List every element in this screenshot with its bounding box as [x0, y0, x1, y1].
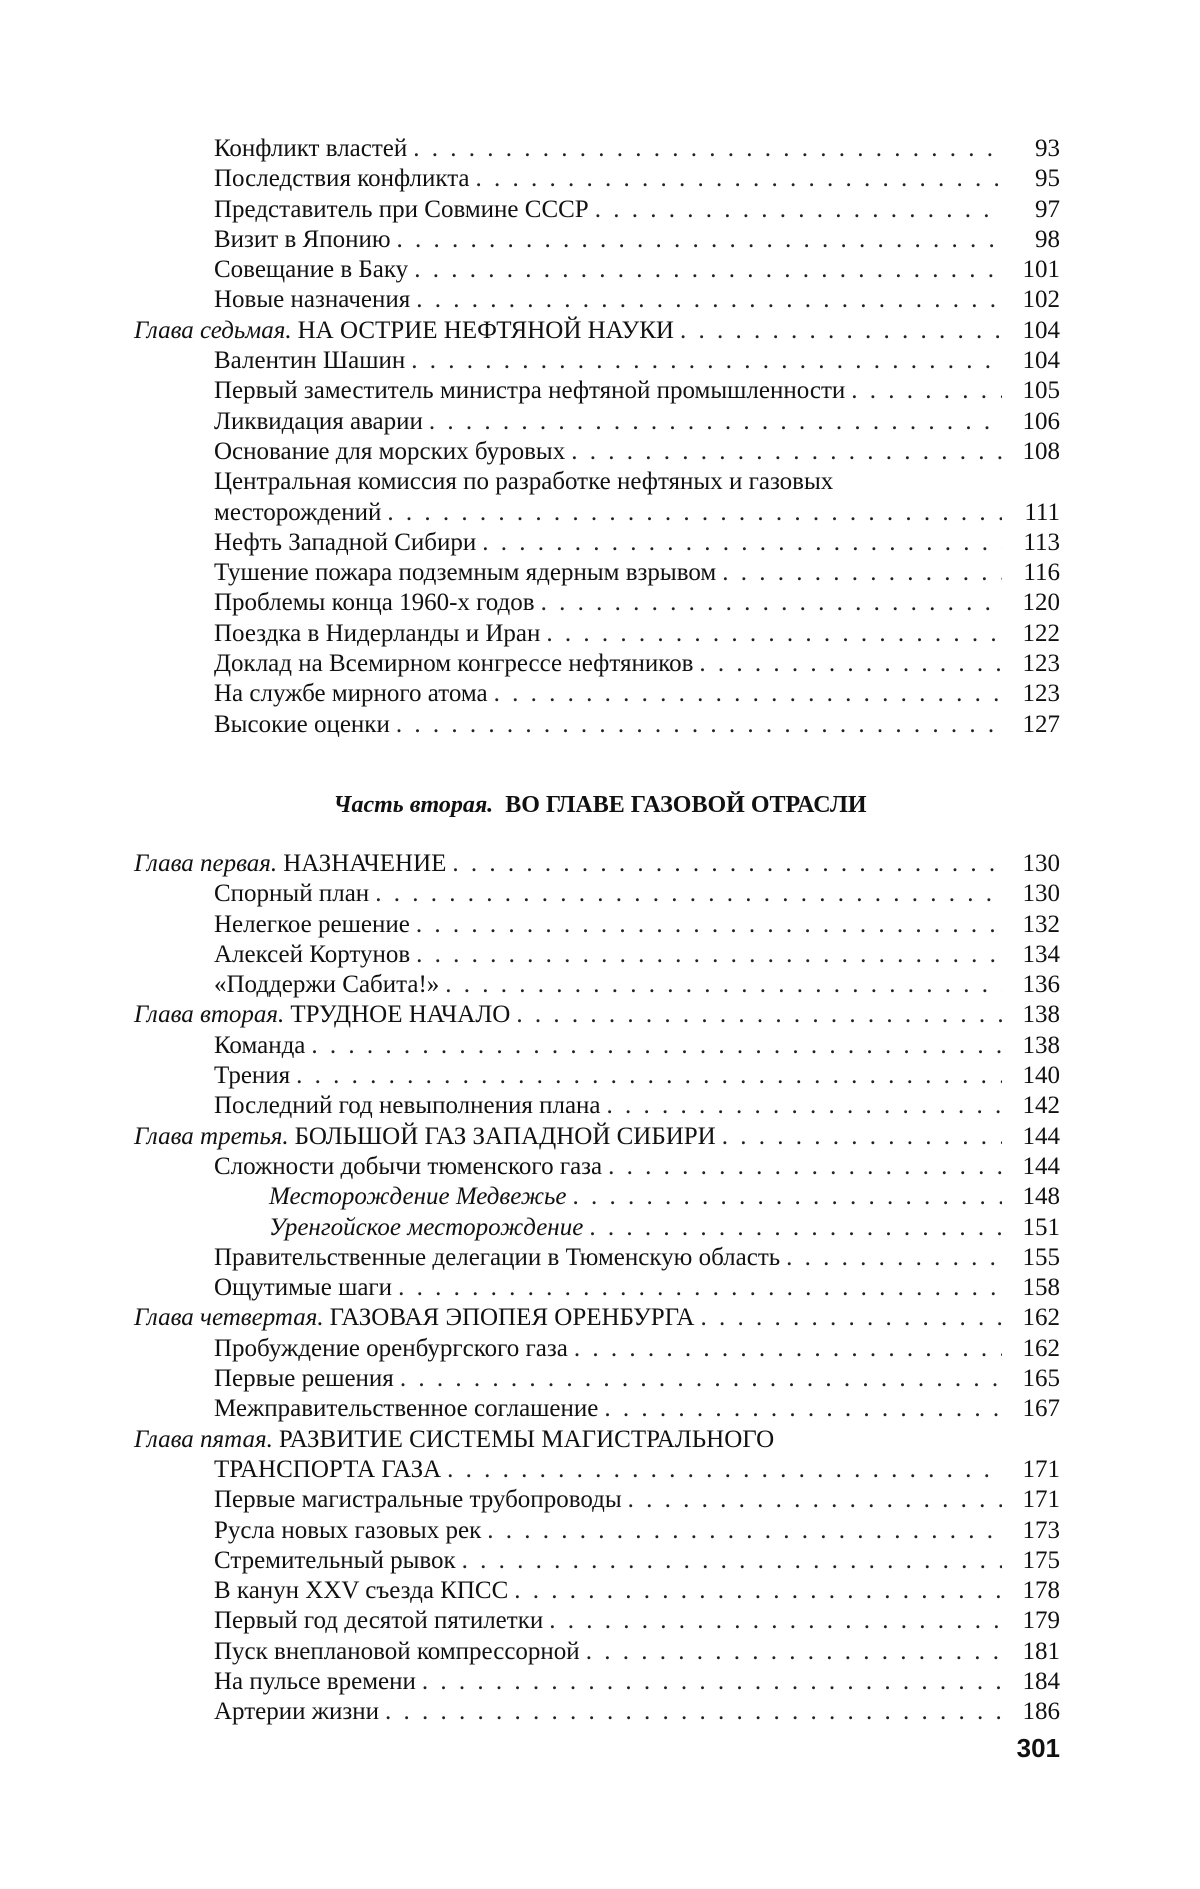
toc-entry-title: Представитель при Совмине СССР — [214, 196, 589, 223]
dot-leader — [447, 1455, 1002, 1485]
chapter-prefix: Глава первая. — [134, 850, 277, 877]
toc-entry — [134, 1152, 1060, 1182]
toc-entry-page: 155 — [1010, 1243, 1060, 1273]
toc-entry-page: 105 — [1010, 376, 1060, 406]
toc-entry-title: ТРАНСПОРТА ГАЗА — [214, 1456, 441, 1483]
toc-entry-title: Пробуждение оренбургского газа — [214, 1335, 568, 1362]
dot-leader — [786, 1243, 1002, 1273]
toc-entry — [134, 1697, 1060, 1727]
toc-entry — [134, 1031, 1060, 1061]
toc-entry-label — [214, 1061, 290, 1091]
toc-entry-title: Последний год невыполнения плана — [214, 1092, 601, 1119]
dot-leader — [476, 164, 1002, 194]
chapter-prefix: Глава четвертая. — [134, 1304, 324, 1331]
toc-entry-page: 132 — [1010, 910, 1060, 940]
toc-entry-title: Основание для морских буровых — [214, 438, 565, 465]
toc-entry-page: 104 — [1010, 316, 1060, 346]
dot-leader — [604, 1394, 1002, 1424]
toc-entry-label — [214, 1394, 598, 1424]
toc-entry — [134, 710, 1060, 740]
dot-leader — [422, 1667, 1002, 1697]
toc-entry-title: НАЗНАЧЕНИЕ — [283, 850, 446, 877]
dot-leader — [700, 1303, 1002, 1333]
toc-entry-title: Русла новых газовых рек — [214, 1517, 481, 1544]
toc-entry-label — [214, 1576, 508, 1606]
toc-chapter-entry — [134, 316, 1060, 346]
chapter-prefix: Глава пятая. — [134, 1426, 273, 1453]
dot-leader — [680, 316, 1002, 346]
toc-entry — [134, 346, 1060, 376]
toc-entry-label — [214, 285, 410, 315]
toc-entry-title: Новые назначения — [214, 286, 410, 313]
toc-entry — [134, 134, 1060, 164]
toc-entry-title: Спорный план — [214, 880, 369, 907]
dot-leader — [411, 346, 1002, 376]
toc-entry-title: Уренгойское месторождение — [269, 1214, 583, 1241]
dot-leader — [549, 1606, 1002, 1636]
toc-entry-title: Центральная комиссия по разработке нефтяных и газовых — [214, 468, 833, 495]
toc-entry — [134, 1061, 1060, 1091]
toc-entry-title: Конфликт властей — [214, 135, 407, 162]
toc-entry-page: 171 — [1010, 1455, 1060, 1485]
toc-entry-page: 106 — [1010, 407, 1060, 437]
toc-entry — [134, 437, 1060, 467]
toc-chapter-entry — [134, 1122, 1060, 1152]
dot-leader — [699, 649, 1002, 679]
toc-entry-page: 93 — [1010, 134, 1060, 164]
toc-entry-title: Ликвидация аварии — [214, 408, 423, 435]
toc-entry — [134, 970, 1060, 1000]
toc-entry-label — [214, 588, 535, 618]
toc-entry-title: Поездка в Нидерланды и Иран — [214, 620, 540, 647]
toc-entry-title: ГАЗОВАЯ ЭПОПЕЯ ОРЕНБУРГА — [330, 1304, 695, 1331]
page-number: 301 — [980, 1733, 1060, 1764]
toc-entry-page: 148 — [1010, 1182, 1060, 1212]
dot-leader — [385, 1697, 1002, 1727]
toc-entry-label — [214, 1637, 580, 1667]
part-heading — [0, 790, 1200, 820]
dot-leader — [462, 1546, 1002, 1576]
toc-entry-page: 144 — [1010, 1152, 1060, 1182]
dot-leader — [571, 437, 1002, 467]
toc-entry-label — [214, 710, 390, 740]
dot-leader — [608, 1152, 1002, 1182]
toc-entry-label — [214, 679, 488, 709]
toc-entry-title: Пуск внеплановой компрессорной — [214, 1638, 580, 1665]
toc-entry-label — [269, 1213, 583, 1243]
dot-leader — [413, 134, 1002, 164]
dot-leader — [722, 558, 1002, 588]
toc-entry — [134, 1182, 1060, 1212]
toc-entry-label — [214, 1546, 456, 1576]
toc-entry — [134, 1213, 1060, 1243]
toc-entry-title: Артерии жизни — [214, 1698, 379, 1725]
toc-chapter-entry — [134, 1425, 1060, 1455]
toc-entry — [134, 376, 1060, 406]
dot-leader — [445, 970, 1002, 1000]
toc-entry-label — [214, 134, 407, 164]
toc-entry-page: 158 — [1010, 1273, 1060, 1303]
toc-entry-page: 173 — [1010, 1516, 1060, 1546]
dot-leader — [429, 407, 1002, 437]
toc-entry — [134, 1546, 1060, 1576]
toc-entry-title: Месторождение Медвежье — [269, 1183, 566, 1210]
toc-entry-title: месторождений — [214, 499, 381, 526]
toc-entry-title: Последствия конфликта — [214, 165, 470, 192]
dot-leader — [494, 679, 1002, 709]
dot-leader — [595, 195, 1002, 225]
toc-entry-label — [214, 1606, 543, 1636]
toc-entry-label — [214, 1455, 441, 1485]
toc-entry-title: ТРУДНОЕ НАЧАЛО — [290, 1001, 510, 1028]
dot-leader — [311, 1031, 1002, 1061]
toc-entry — [134, 679, 1060, 709]
toc-entry-title: Алексей Кортунов — [214, 941, 410, 968]
dot-leader — [586, 1637, 1002, 1667]
dot-leader — [416, 285, 1002, 315]
toc-entry-label — [214, 940, 410, 970]
toc-entry-label — [214, 1152, 602, 1182]
dot-leader — [416, 910, 1002, 940]
toc-entry-title: На пульсе времени — [214, 1668, 416, 1695]
toc-entry-page: 151 — [1010, 1213, 1060, 1243]
toc-entry-page: 120 — [1010, 588, 1060, 618]
dot-leader — [628, 1485, 1002, 1515]
toc-entry-label — [214, 225, 391, 255]
toc-entry — [134, 558, 1060, 588]
toc-entry-title: Первые магистральные трубопроводы — [214, 1486, 622, 1513]
toc-entry — [134, 225, 1060, 255]
toc-entry-label — [214, 528, 476, 558]
toc-entry-label — [214, 1334, 568, 1364]
dot-leader — [516, 1000, 1002, 1030]
dot-leader — [452, 849, 1002, 879]
toc-entry — [134, 285, 1060, 315]
dot-leader — [487, 1516, 1002, 1546]
toc-entry — [134, 1606, 1060, 1636]
toc-entry-title: Межправительственное соглашение — [214, 1395, 598, 1422]
toc-entry — [134, 1485, 1060, 1515]
toc-entry — [134, 1667, 1060, 1697]
dot-leader — [546, 619, 1002, 649]
toc-entry-page: 127 — [1010, 710, 1060, 740]
toc-entry-label — [214, 649, 693, 679]
toc-entry-page: 113 — [1010, 528, 1060, 558]
toc-entry-title: В канун XXV съезда КПСС — [214, 1577, 508, 1604]
toc-entry-title: РАЗВИТИЕ СИСТЕМЫ МАГИСТРАЛЬНОГО — [279, 1426, 774, 1453]
toc-entry — [134, 649, 1060, 679]
toc-entry-label — [214, 1031, 305, 1061]
toc-entry-title: Визит в Японию — [214, 226, 391, 253]
toc-entry-label — [214, 879, 369, 909]
toc-entry — [134, 1091, 1060, 1121]
toc-chapter-entry — [134, 849, 1060, 879]
toc-entry-label — [269, 1182, 566, 1212]
toc-entry-title: Нелегкое решение — [214, 911, 410, 938]
toc-entry — [134, 1273, 1060, 1303]
dot-leader — [416, 940, 1002, 970]
toc-entry-page: 95 — [1010, 164, 1060, 194]
dot-leader — [398, 1273, 1002, 1303]
toc-entry-title: Стремительный рывок — [214, 1547, 456, 1574]
toc-entry-title: Доклад на Всемирном конгрессе нефтяников — [214, 650, 693, 677]
toc-entry-page: 179 — [1010, 1606, 1060, 1636]
toc-entry-page: 104 — [1010, 346, 1060, 376]
toc-entry-label — [134, 1000, 510, 1030]
toc-entry-label — [214, 164, 470, 194]
toc-entry-page: 144 — [1010, 1122, 1060, 1152]
toc-entry — [134, 467, 1060, 497]
toc-entry-label — [134, 1122, 716, 1152]
toc-section-second — [134, 849, 1060, 1728]
toc-entry-title: Нефть Западной Сибири — [214, 529, 476, 556]
dot-leader — [722, 1122, 1002, 1152]
dot-leader — [541, 588, 1002, 618]
toc-entry-page: 184 — [1010, 1667, 1060, 1697]
toc-entry-page: 123 — [1010, 649, 1060, 679]
toc-entry-page: 136 — [1010, 970, 1060, 1000]
dot-leader — [607, 1091, 1002, 1121]
toc-entry-page: 171 — [1010, 1485, 1060, 1515]
toc-entry-page: 138 — [1010, 1000, 1060, 1030]
toc-entry — [134, 1637, 1060, 1667]
toc-entry-page: 165 — [1010, 1364, 1060, 1394]
toc-entry-label — [214, 437, 565, 467]
toc-entry — [134, 195, 1060, 225]
toc-entry — [134, 1576, 1060, 1606]
toc-chapter-entry — [134, 1000, 1060, 1030]
toc-entry-label — [214, 346, 405, 376]
dot-leader — [851, 376, 1002, 406]
toc-entry-page: 140 — [1010, 1061, 1060, 1091]
toc-section-first — [134, 134, 1060, 740]
toc-entry — [134, 528, 1060, 558]
toc-entry-label — [214, 1697, 379, 1727]
toc-entry — [134, 879, 1060, 909]
dot-leader — [375, 879, 1002, 909]
toc-entry-label — [214, 255, 408, 285]
toc-entry-label — [214, 1091, 601, 1121]
toc-entry-title: Тушение пожара подземным ядерным взрывом — [214, 559, 716, 586]
toc-entry-page: 134 — [1010, 940, 1060, 970]
toc-entry-label — [214, 558, 716, 588]
toc-entry-page: 162 — [1010, 1303, 1060, 1333]
toc-entry — [134, 1455, 1060, 1485]
toc-entry — [134, 1394, 1060, 1424]
toc-entry-label — [134, 316, 674, 346]
toc-entry — [134, 619, 1060, 649]
chapter-prefix: Глава седьмая. — [134, 317, 292, 344]
toc-entry-page: 108 — [1010, 437, 1060, 467]
dot-leader — [482, 528, 1002, 558]
toc-entry-label — [214, 619, 540, 649]
toc-entry — [134, 1364, 1060, 1394]
chapter-prefix: Глава вторая. — [134, 1001, 284, 1028]
toc-entry-label — [214, 376, 845, 406]
dot-leader — [387, 498, 1002, 528]
toc-entry-page: 122 — [1010, 619, 1060, 649]
dot-leader — [572, 1182, 1002, 1212]
toc-chapter-entry — [134, 1303, 1060, 1333]
toc-entry-label — [134, 849, 446, 879]
toc-entry — [134, 588, 1060, 618]
toc-entry-page: 181 — [1010, 1637, 1060, 1667]
toc-entry-page: 175 — [1010, 1546, 1060, 1576]
toc-entry-label — [214, 407, 423, 437]
toc-entry-title: Команда — [214, 1032, 305, 1059]
dot-leader — [574, 1334, 1002, 1364]
toc-entry — [134, 940, 1060, 970]
book-page — [0, 0, 1200, 1889]
toc-entry-label — [214, 195, 589, 225]
toc-entry-label — [214, 970, 439, 1000]
toc-entry-label — [214, 1273, 392, 1303]
dot-leader — [396, 710, 1002, 740]
toc-entry-page: 97 — [1010, 195, 1060, 225]
toc-entry — [134, 1243, 1060, 1273]
dot-leader — [589, 1213, 1002, 1243]
toc-entry — [134, 164, 1060, 194]
toc-entry — [134, 910, 1060, 940]
toc-entry-page: 101 — [1010, 255, 1060, 285]
toc-entry-label — [214, 1243, 780, 1273]
toc-entry-page: 167 — [1010, 1394, 1060, 1424]
toc-entry-title: Первые решения — [214, 1365, 394, 1392]
toc-entry-title: Трения — [214, 1062, 290, 1089]
toc-entry-title: Правительственные делегации в Тюменскую область — [214, 1244, 780, 1271]
part-heading-title: ВО ГЛАВЕ ГАЗОВОЙ ОТРАСЛИ — [505, 792, 866, 818]
toc-entry-page: 142 — [1010, 1091, 1060, 1121]
toc-entry-page: 116 — [1010, 558, 1060, 588]
toc-entry-page: 102 — [1010, 285, 1060, 315]
toc-entry-title: Совещание в Баку — [214, 256, 408, 283]
toc-entry-page: 130 — [1010, 879, 1060, 909]
dot-leader — [514, 1576, 1002, 1606]
toc-entry — [134, 407, 1060, 437]
toc-entry-page: 138 — [1010, 1031, 1060, 1061]
dot-leader — [397, 225, 1002, 255]
toc-entry-label — [134, 1425, 774, 1455]
toc-entry-title: Проблемы конца 1960-х годов — [214, 589, 535, 616]
toc-entry-title: Валентин Шашин — [214, 347, 405, 374]
toc-entry-page: 111 — [1010, 498, 1060, 528]
toc-entry-title: БОЛЬШОЙ ГАЗ ЗАПАДНОЙ СИБИРИ — [295, 1123, 716, 1150]
toc-entry-label — [214, 1516, 481, 1546]
toc-entry-page: 178 — [1010, 1576, 1060, 1606]
toc-entry-page: 162 — [1010, 1334, 1060, 1364]
toc-entry-label — [214, 467, 833, 497]
toc-entry-label — [214, 1667, 416, 1697]
dot-leader — [400, 1364, 1002, 1394]
toc-entry-title: Ощутимые шаги — [214, 1274, 392, 1301]
toc-entry-label — [214, 910, 410, 940]
toc-entry-page: 123 — [1010, 679, 1060, 709]
dot-leader — [296, 1061, 1002, 1091]
toc-entry-label — [134, 1303, 694, 1333]
toc-entry-label — [214, 1364, 394, 1394]
toc-entry — [134, 498, 1060, 528]
dot-leader — [414, 255, 1002, 285]
toc-entry-title: На службе мирного атома — [214, 680, 488, 707]
chapter-prefix: Глава третья. — [134, 1123, 289, 1150]
toc-entry — [134, 255, 1060, 285]
toc-entry-label — [214, 498, 381, 528]
toc-entry-page: 186 — [1010, 1697, 1060, 1727]
toc-entry-title: Сложности добычи тюменского газа — [214, 1153, 602, 1180]
toc-entry-title: «Поддержи Сабита!» — [214, 971, 439, 998]
part-heading-prefix: Часть вторая. — [334, 792, 494, 818]
toc-entry-label — [214, 1485, 622, 1515]
toc-entry — [134, 1516, 1060, 1546]
toc-entry-title: Первый заместитель министра нефтяной промышленности — [214, 377, 845, 404]
toc-entry-title: Высокие оценки — [214, 711, 390, 738]
toc-entry-page: 130 — [1010, 849, 1060, 879]
toc-entry-title: Первый год десятой пятилетки — [214, 1607, 543, 1634]
toc-entry — [134, 1334, 1060, 1364]
toc-entry-title: НА ОСТРИЕ НЕФТЯНОЙ НАУКИ — [298, 317, 674, 344]
toc-entry-page: 98 — [1010, 225, 1060, 255]
